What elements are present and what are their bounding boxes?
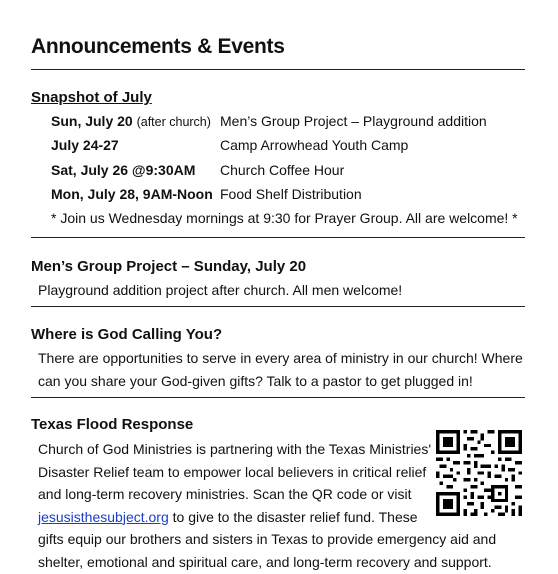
schedule-date: July 24-27 [51,137,119,153]
mens-group-title: Men’s Group Project – Sunday, July 20 [31,258,307,275]
schedule-event: Men’s Group Project – Playground addition [220,113,487,129]
schedule-date: Sat, July 26 @9:30AM [51,162,196,178]
prayer-group-note: * Join us Wednesday mornings at 9:30 for Prayer Group. All are welcome! * [51,210,518,226]
divider [31,69,525,70]
flood-title: Texas Flood Response [31,416,194,433]
calling-title: Where is God Calling You? [31,326,223,343]
calling-text: There are opportunities to serve in every area of ministry in our church! Where can you share your God-given gifts? Talk to a pastor to get plugged in! [38,350,523,389]
divider [31,306,525,307]
schedule-event: Camp Arrowhead Youth Camp [220,137,409,153]
schedule-event: Food Shelf Distribution [220,186,362,202]
mens-group-text: Playground addition project after church. All men welcome! [38,282,403,298]
schedule-date: Sun, July 20 (after church) [51,113,211,129]
snapshot-title: Snapshot of July [31,89,152,106]
schedule-date: Mon, July 28, 9AM-Noon [51,186,213,202]
donation-link[interactable]: jesusisthesubject.org [38,508,169,525]
divider [31,237,525,238]
flood-text: Church of God Ministries is partnering with the Texas Ministries' Disaster Relief team to empower local believers in critical relief and long-term recovery ministries. Scan the QR code or visit jesusisthesubject.org to give to the disaster relief fund. These gifts equip our brothers and sisters in Texas to provide emergency aid and shelter, emotional and spiritual care, and long-term recovery and support. [38,441,497,570]
divider [31,397,525,398]
schedule-event: Church Coffee Hour [220,162,345,178]
qr-code-icon[interactable] [436,430,522,516]
page-title: Announcements & Events [31,35,285,58]
